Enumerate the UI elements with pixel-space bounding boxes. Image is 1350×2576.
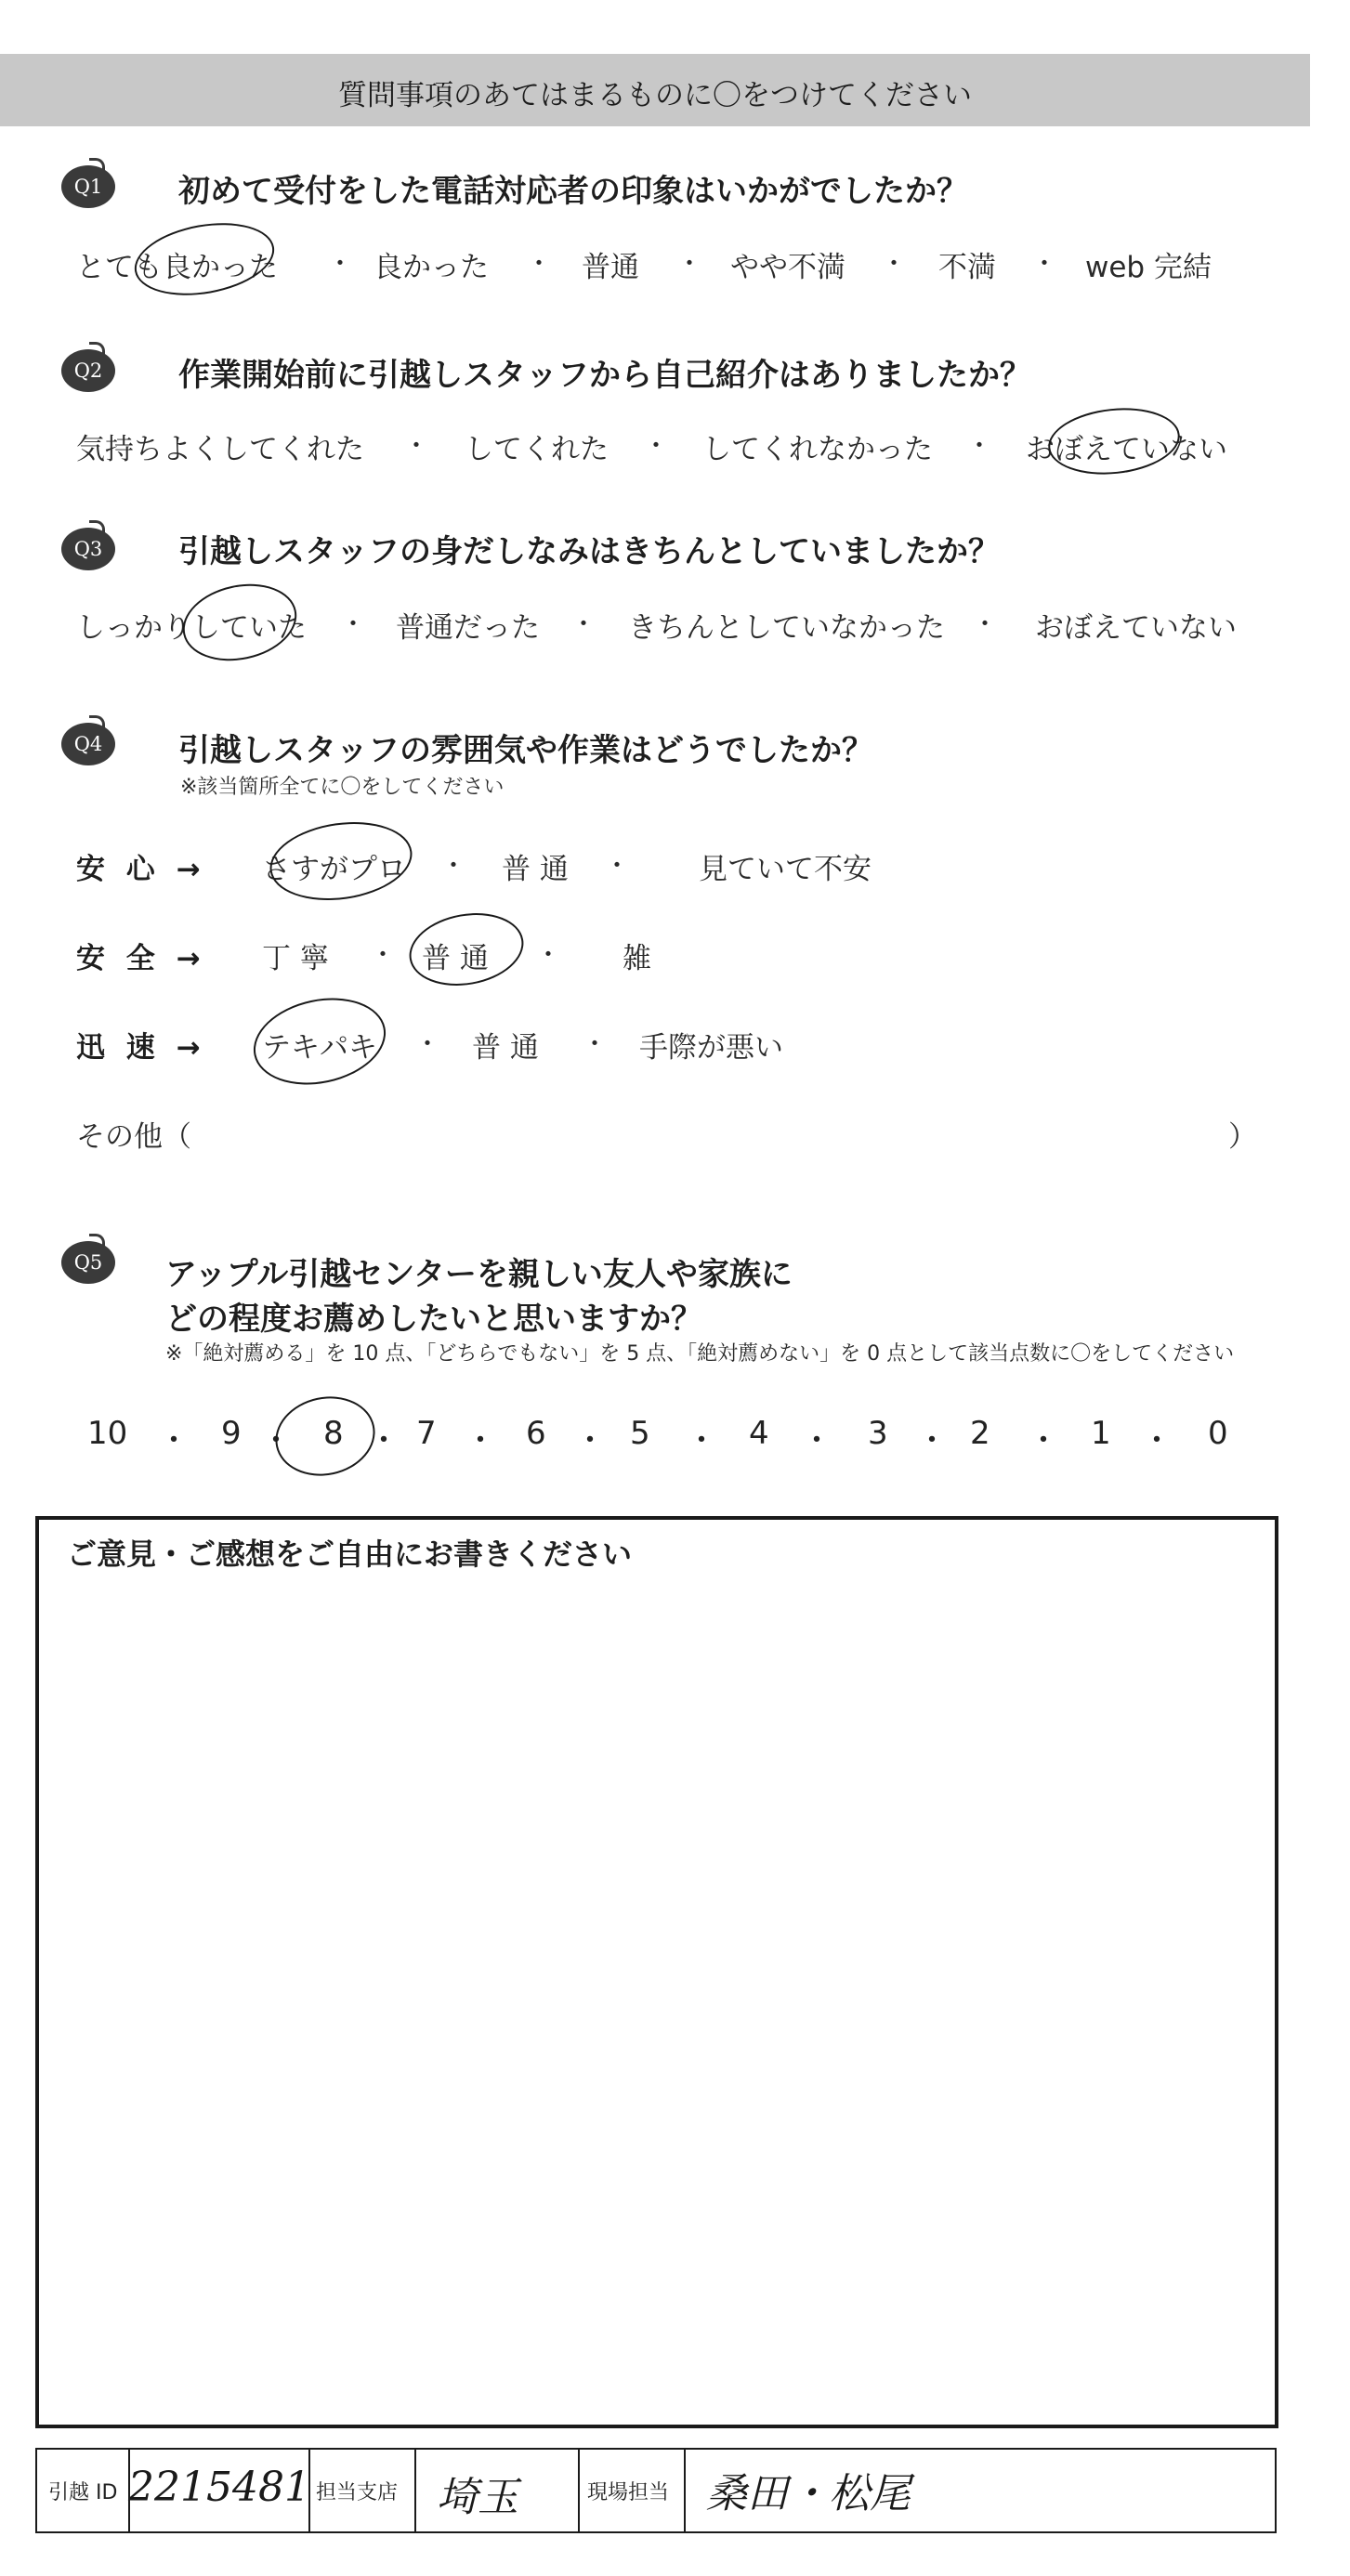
q1-option-6[interactable]: web 完結 bbox=[1085, 251, 1212, 284]
q5-question-line1: アップル引越センターを親しい友人や家族に bbox=[165, 1256, 793, 1293]
q2-option-2[interactable]: してくれた bbox=[465, 433, 609, 466]
q5-score-8[interactable]: 8 bbox=[323, 1415, 344, 1452]
q4-row-3-option-2[interactable]: 普 通 bbox=[472, 1031, 539, 1065]
q4-row-2-option-2[interactable]: 普 通 bbox=[422, 942, 489, 975]
q3-option-2[interactable]: 普通だった bbox=[396, 611, 540, 645]
q2-option-1[interactable]: 気持ちよくしてくれた bbox=[76, 433, 364, 466]
q4-other-close: ） bbox=[1228, 1120, 1257, 1154]
q4-row-3-selection-circle bbox=[245, 987, 394, 1096]
q4-row-3-label: 迅 速 → bbox=[76, 1031, 206, 1065]
q3-option-4[interactable]: おぼえていない bbox=[1035, 611, 1237, 645]
q5-note: ※「絶対薦める」を 10 点、「どちらでもない」を 5 点、「絶対薦めない」を 0 点として該当点数に〇をしてください bbox=[165, 1342, 1235, 1366]
q1-option-1[interactable]: とても良かった bbox=[76, 251, 278, 284]
q3-selection-circle bbox=[176, 574, 304, 671]
q4-row-1-selection-circle bbox=[265, 814, 417, 909]
q4-other-label: その他（ bbox=[76, 1120, 191, 1154]
q5-score-2[interactable]: 2 bbox=[970, 1415, 990, 1452]
footer-staff-value[interactable]: 桑田・松尾 bbox=[706, 2470, 911, 2517]
q5-score-4[interactable]: 4 bbox=[749, 1415, 769, 1452]
q2-option-4[interactable]: おぼえていない bbox=[1026, 433, 1227, 466]
q4-other-input[interactable] bbox=[214, 1111, 1217, 1152]
footer-id-label: 引越 ID bbox=[48, 2481, 118, 2504]
q5-score-7[interactable]: 7 bbox=[416, 1415, 437, 1452]
q1-question: 初めて受付をした電話対応者の印象はいかがでしたか？ bbox=[178, 173, 968, 210]
q4-row-1-option-2[interactable]: 普 通 bbox=[502, 853, 569, 886]
q4-row-2-label: 安 全 → bbox=[76, 942, 206, 975]
footer-id-value[interactable]: 2215481 bbox=[128, 2464, 310, 2511]
q5-badge-icon: Q5 bbox=[61, 1234, 115, 1284]
q1-badge-icon: Q1 bbox=[61, 158, 115, 208]
footer-branch-label: 担当支店 bbox=[316, 2481, 399, 2504]
q3-option-3[interactable]: きちんとしていなかった bbox=[628, 611, 945, 645]
q4-row-2-selection-circle bbox=[403, 905, 529, 994]
q3-badge-icon: Q3 bbox=[61, 520, 115, 570]
q1-option-2[interactable]: 良かった bbox=[374, 251, 489, 284]
q5-score-6[interactable]: 6 bbox=[526, 1415, 546, 1452]
q5-score-1[interactable]: 1 bbox=[1091, 1415, 1111, 1452]
comments-text[interactable] bbox=[67, 1579, 1247, 2397]
q5-score-9[interactable]: 9 bbox=[221, 1415, 242, 1452]
q2-option-3[interactable]: してくれなかった bbox=[702, 433, 933, 466]
q1-option-3[interactable]: 普通 bbox=[582, 251, 639, 284]
q4-note: ※該当箇所全てに〇をしてください bbox=[180, 776, 505, 799]
q5-score-3[interactable]: 3 bbox=[868, 1415, 888, 1452]
q4-row-2-option-1[interactable]: 丁 寧 bbox=[262, 942, 329, 975]
q3-question: 引越しスタッフの身だしなみはきちんとしていましたか？ bbox=[178, 533, 1000, 570]
footer-branch-value[interactable]: 埼玉 bbox=[437, 2474, 518, 2521]
q4-row-1-option-3[interactable]: 見ていて不安 bbox=[699, 853, 872, 886]
q1-option-5[interactable]: 不満 bbox=[938, 251, 996, 284]
q4-row-3-option-3[interactable]: 手際が悪い bbox=[639, 1031, 783, 1065]
footer-staff-label: 現場担当 bbox=[587, 2481, 670, 2504]
q5-question-line2: どの程度お薦めしたいと思いますか？ bbox=[165, 1301, 702, 1338]
q2-question: 作業開始前に引越しスタッフから自己紹介はありましたか？ bbox=[178, 357, 1031, 394]
q5-selection-circle bbox=[268, 1388, 382, 1485]
header-title: 質問事項のあてはまるものに〇をつけてください bbox=[338, 79, 972, 112]
q4-row-1-label: 安 心 → bbox=[76, 853, 206, 886]
q4-row-3-option-1[interactable]: テキパキ bbox=[262, 1031, 377, 1065]
q4-badge-icon: Q4 bbox=[61, 715, 115, 765]
q4-row-2-option-3[interactable]: 雑 bbox=[623, 942, 651, 975]
q2-badge-icon: Q2 bbox=[61, 342, 115, 392]
q5-score-5[interactable]: 5 bbox=[630, 1415, 650, 1452]
q4-question: 引越しスタッフの雰囲気や作業はどうでしたか？ bbox=[178, 732, 873, 769]
q4-row-1-option-1[interactable]: さすがプロ bbox=[262, 853, 406, 886]
q1-option-4[interactable]: やや不満 bbox=[730, 251, 845, 284]
q5-score-10[interactable]: 10 bbox=[87, 1415, 128, 1452]
q3-option-1[interactable]: しっかりしていた bbox=[76, 611, 307, 645]
comments-title: ご意見・ご感想をご自由にお書きください bbox=[67, 1536, 633, 1572]
q2-selection-circle bbox=[1045, 402, 1184, 480]
header-banner bbox=[0, 54, 1310, 126]
q5-score-0[interactable]: 0 bbox=[1208, 1415, 1228, 1452]
q1-selection-circle bbox=[129, 213, 281, 305]
